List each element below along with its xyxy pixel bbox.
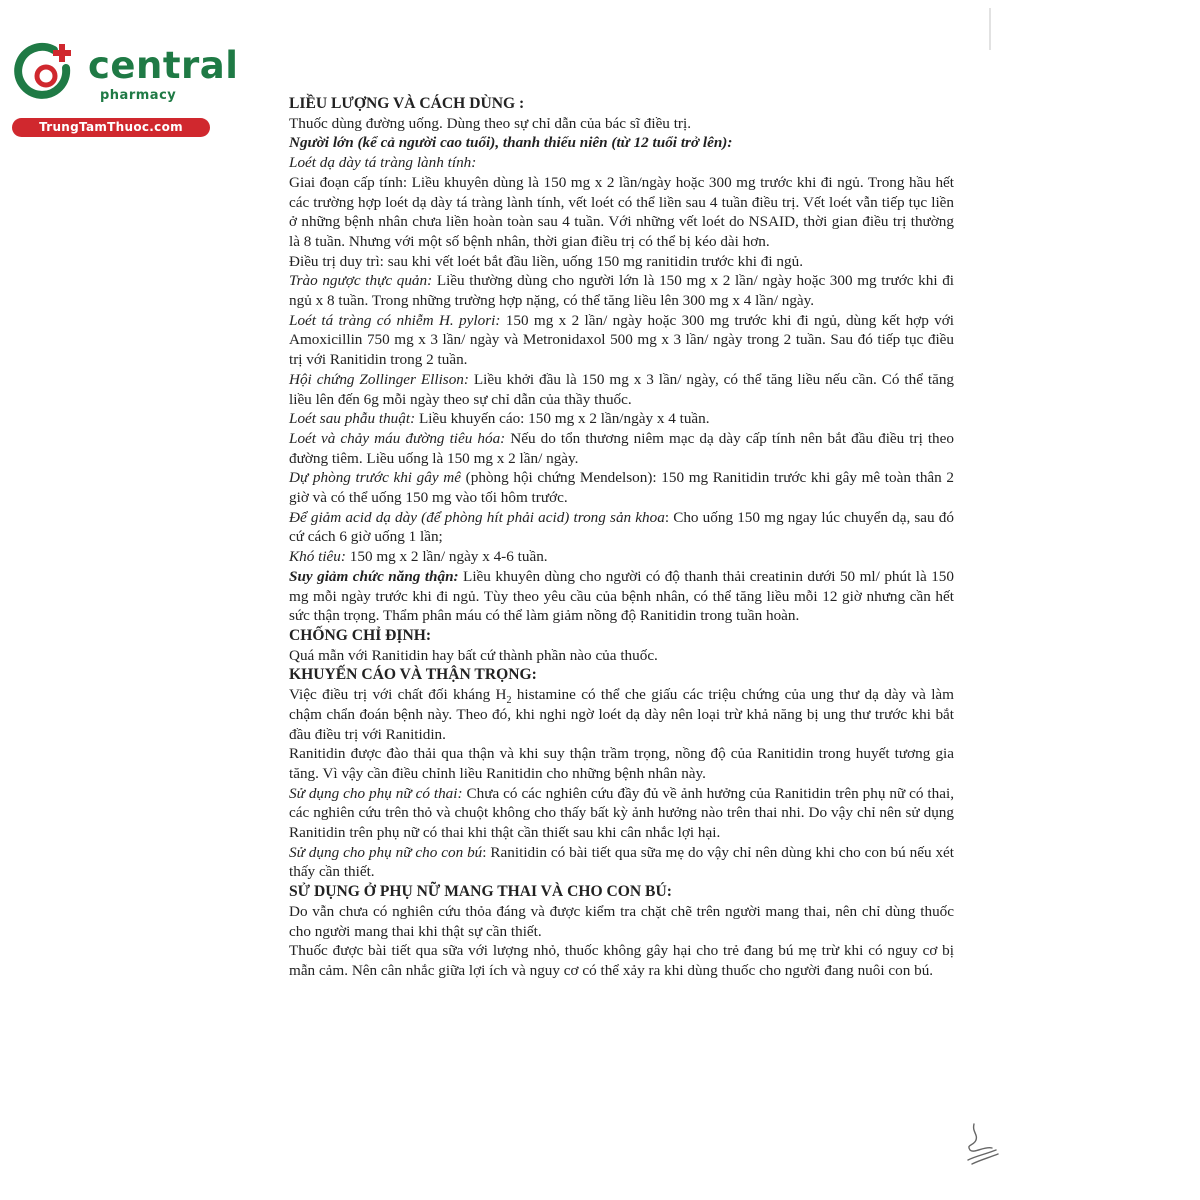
label-renal: Suy giảm chức năng thận: bbox=[289, 567, 459, 585]
text-h-pylori: 150 mg x 2 lần/ ngày hoặc 300 mg trước khi đi ngủ, dùng kết hợp với Amoxicillin 750 mg x 3 lần/ ngày và Metronidaxol 500 mg x 3 lần/ ngày trong 2 tuần. Sau đó tiếp tục điều trị với Ranitidin trong 2 tuần. bbox=[289, 311, 955, 369]
paragraph-anesthesia bbox=[289, 468, 954, 507]
label-benign-ulcer: Loét dạ dày tá tràng lành tính: bbox=[289, 154, 477, 172]
label-lactation: Sử dụng cho phụ nữ cho con bú bbox=[289, 843, 483, 861]
text-reflux: Liều thường dùng cho người lớn là 150 mg x 2 lần/ ngày hoặc 300 mg trước khi đi ngủ x 8 tuần. Trong những trường hợp nặng, có thể tăng liều lên 300 mg x 4 lần/ ngày. bbox=[289, 272, 955, 310]
paragraph-warning-renal: Ranitidin được đào thải qua thận và khi suy thận trầm trọng, nồng độ của Ranitidin trong huyết tương gia tăng. Vì vậy cần điều chỉnh liều Ranitidin cho những bệnh nhân này. bbox=[289, 745, 954, 782]
text-anesthesia: (phòng hội chứng Mendelson): 150 mg Ranitidin trước khi gây mê toàn thân 2 giờ và có thể uống 150 mg vào tối hôm trước. bbox=[289, 469, 955, 507]
paragraph-reflux bbox=[289, 271, 954, 310]
label-pregnancy: Sử dụng cho phụ nữ có thai: bbox=[289, 784, 463, 802]
subheading-adults: Người lớn (kể cả người cao tuổi), thanh thiếu niên (từ 12 tuổi trở lên): bbox=[289, 134, 733, 152]
paragraph-h-pylori bbox=[289, 311, 954, 370]
text-renal: Liều khuyên dùng cho người có độ thanh thải creatinin dưới 50 ml/ phút là 150 mg mỗi ngày trước khi đi ngủ. Tùy theo yêu cầu của bệnh nhân, có thể tăng liều mỗi 12 giờ nhưng cần hết sức thận trọng. Thẩm phân máu có thể làm giảm nồng độ Ranitidin trong tuần hoàn. bbox=[289, 567, 954, 625]
paragraph-zollinger bbox=[289, 370, 954, 409]
label-reflux: Trào ngược thực quản: bbox=[289, 272, 433, 290]
paragraph-oral-use: Thuốc dùng đường uống. Dùng theo sự chỉ dẫn của bác sĩ điều trị. bbox=[289, 114, 691, 132]
label-anesthesia: Dự phòng trước khi gây mê bbox=[289, 469, 461, 487]
text-dyspepsia: 150 mg x 2 lần/ ngày x 4-6 tuần. bbox=[345, 548, 548, 566]
paragraph-warning-h2 bbox=[289, 685, 954, 744]
text-warning-h2-start: Việc điều trị với chất đối kháng H bbox=[289, 686, 507, 704]
paragraph-renal bbox=[289, 567, 954, 626]
paragraph-pregnancy-warning bbox=[289, 784, 954, 843]
subscript-2: 2 bbox=[506, 695, 512, 707]
heading-warnings: KHUYẾN CÁO VÀ THẬN TRỌNG: bbox=[289, 666, 537, 684]
pharmacy-cross-icon bbox=[10, 38, 80, 108]
text-postop: Liều khuyến cáo: 150 mg x 2 lần/ngày x 4 tuần. bbox=[415, 410, 710, 428]
label-obstetrics: Để giảm acid dạ dày (để phòng hít phải acid) trong sản khoa bbox=[289, 508, 665, 526]
paragraph-contraindications: Quá mẫn với Ranitidin hay bất cứ thành phần nào của thuốc. bbox=[289, 646, 658, 664]
text-lactation: : Ranitidin có bài tiết qua sữa mẹ do vậy chỉ nên dùng khi cho con bú nếu xét thấy cần thiết. bbox=[289, 843, 955, 881]
paragraph-bleeding bbox=[289, 429, 954, 468]
brand-name: central bbox=[88, 44, 239, 87]
text-obstetrics: : Cho uống 150 mg ngay lúc chuyển dạ, sau đó cứ cách 6 giờ uống 1 lần; bbox=[289, 508, 954, 546]
central-pharmacy-logo[interactable] bbox=[10, 38, 239, 138]
label-zollinger: Hội chứng Zollinger Ellison: bbox=[289, 370, 469, 388]
paragraph-dyspepsia bbox=[289, 547, 954, 567]
paragraph-pregnancy-use: Do vẫn chưa có nghiên cứu thỏa đáng và được kiểm tra chặt chẽ trên người mang thai, nên chỉ dùng thuốc cho người mang thai khi thật sự cần thiết. bbox=[289, 902, 954, 940]
label-bleeding: Loét và chảy máu đường tiêu hóa: bbox=[289, 429, 506, 447]
paragraph-maintenance: Điều trị duy trì: sau khi vết loét bắt đầu liền, uống 150 mg ranitidin trước khi đi ngủ. bbox=[289, 252, 803, 270]
label-h-pylori: Loét tá tràng có nhiễm H. pylori: bbox=[289, 311, 501, 329]
scan-edge-mark bbox=[989, 8, 991, 50]
heading-contraindications: CHỐNG CHỈ ĐỊNH: bbox=[289, 626, 432, 644]
brand-website-badge: TrungTamThuoc.com bbox=[12, 118, 210, 137]
paragraph-lactation-warning bbox=[289, 843, 954, 882]
document-body bbox=[289, 94, 954, 981]
label-postop: Loét sau phẫu thuật: bbox=[289, 410, 416, 428]
paragraph-postop bbox=[289, 409, 954, 429]
text-zollinger: Liều khởi đầu là 150 mg x 3 lần/ ngày, có thể tăng liều nếu cần. Có thể tăng liều lên đến 6g mỗi ngày theo sự chỉ dẫn của thầy thuốc. bbox=[289, 370, 955, 408]
paragraph-obstetrics bbox=[289, 508, 954, 547]
signature-mark bbox=[962, 1118, 1002, 1168]
paragraph-acute-phase: Giai đoạn cấp tính: Liều khuyên dùng là 150 mg x 2 lần/ngày hoặc 300 mg trước khi đi ngủ. Trong hầu hết các trường hợp loét dạ dày tá tràng lành tính, vết loét có thể liền sau 4 tuần điều trị. Vết loét vẫn tiếp tục liền ở những bệnh nhân chưa liền hoàn toàn sau 4 tuần. Với những vết loét do NSAID, thời gian điều trị thường là 8 tuần. Nhưng với một số bệnh nhân, thời gian điều trị có thể bị kéo dài hơn. bbox=[289, 173, 954, 250]
heading-dosage: LIỀU LƯỢNG VÀ CÁCH DÙNG : bbox=[289, 95, 525, 112]
text-bleeding: Nếu do tổn thương niêm mạc dạ dày cấp tính nên bắt đầu điều trị theo đường tiêm. Liều uống là 150 mg x 2 lần/ ngày. bbox=[289, 429, 954, 467]
text-pregnancy: Chưa có các nghiên cứu đầy đủ về ảnh hưởng của Ranitidin trên phụ nữ có thai, các nghiên cứu trên thỏ và chuột không cho thấy bất kỳ ảnh hưởng nào trên thai nhi. Do vậy chỉ nên sử dụng Ranitidin trên phụ nữ có thai khi thật cần thiết sau khi cân nhắc lợi hại. bbox=[289, 784, 955, 842]
paragraph-lactation-use: Thuốc được bài tiết qua sữa với lượng nhỏ, thuốc không gây hại cho trẻ đang bú mẹ trừ khi có nguy cơ bị mẫn cảm. Nên cân nhắc giữa lợi ích và nguy cơ có thể xảy ra khi dùng thuốc cho người đang nuôi con bú. bbox=[289, 942, 954, 979]
label-dyspepsia: Khó tiêu: bbox=[289, 548, 346, 566]
text-warning-h2-end: histamine có thể che giấu các triệu chứng của ung thư dạ dày và làm chậm chẩn đoán bệnh này. Theo đó, khi nghi ngờ loét dạ dày nên loại trừ khả năng bị ung thư trước khi bắt đầu điều trị với Ranitidin. bbox=[289, 686, 954, 743]
heading-pregnancy-lactation: SỬ DỤNG Ở PHỤ NỮ MANG THAI VÀ CHO CON BÚ: bbox=[289, 883, 672, 901]
brand-subtitle: pharmacy bbox=[100, 88, 177, 103]
